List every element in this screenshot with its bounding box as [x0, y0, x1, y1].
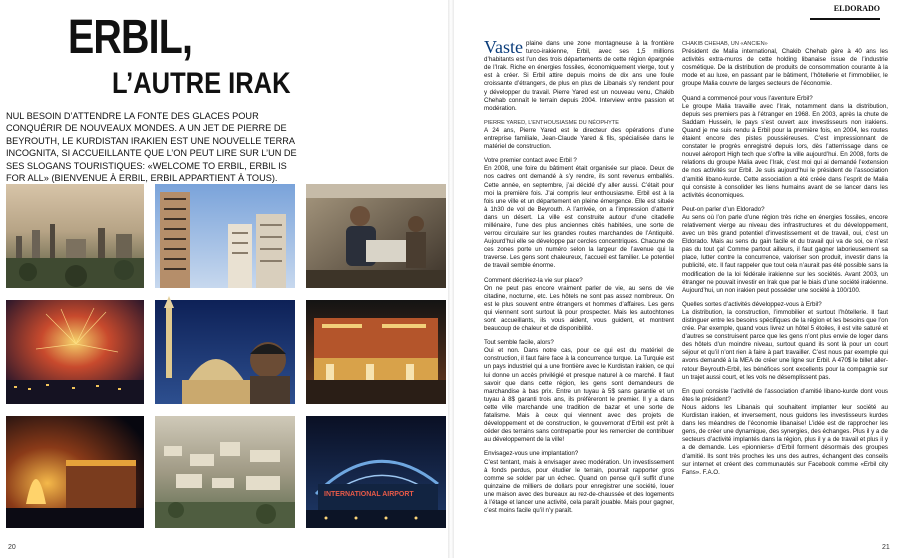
photo-grid-svg — [6, 184, 446, 542]
photo-market-worker — [306, 184, 446, 288]
photo-night-mall — [306, 300, 446, 404]
col1-question-1: Votre premier contact avec Erbil ? — [484, 157, 577, 165]
col1-paragraph-3: En 2008, une foire du bâtiment était organisée sur place. Deux de nos cadres ont demandé à s’y rendre, ils sont revenus emballés. Cette année, en septembre, j’ai décidé d’y aller aussi. C’était pour moi la première fois. J’ai compris leur enthousiasme. Erbil est à la fois une ville et un département en pleine émergence. Elle est située à 1h30 de vol de Beyrouth. A l’arrivée, on a l’impression d’atterrir dans un désert. La ville est construite autour d’une citadelle millénaire, l’une des plus anciennes cités habitées, une sorte de verrou circulaire sur les grandes routes marchandes de l’Antiquité. Aujourd’hui elle se développe par cercles concentriques. Chacune de ces zones porte un numéro selon la largeur de l’avenue qui la traverse. Les gens sont chaleureux, l’accueil est familier. Le potentiel de travail semble énorme. — [484, 165, 674, 270]
column-2 — [682, 40, 888, 483]
page-gutter — [448, 0, 454, 558]
col1-paragraph-2: A 24 ans, Pierre Yared est le directeur des opérations d’une entreprise familiale, Jean-Claude Yared & fils, spécialisée dans le matériel de construction. — [484, 126, 674, 151]
col1-question-4: Envisagez-vous une implantation? — [484, 450, 579, 458]
col2-question-1: Quand a commencé pour vous l’aventure Erbil? — [682, 94, 813, 102]
photo-night-fireworks — [6, 300, 144, 404]
col2-question-2: Peut-on parler d’un Eldorado? — [682, 205, 765, 213]
article-title-line1: ERBIL, — [68, 11, 193, 64]
col1-question-3: Tout semble facile, alors? — [484, 339, 554, 347]
page-number-right: 21 — [882, 544, 890, 551]
col1-question-2: Comment décririez-la vie sur place? — [484, 276, 583, 284]
photo-grid — [6, 184, 446, 542]
col1-paragraph-4: On ne peut pas encore vraiment parler de vie, au sens de vie citadine, nocturne, etc. Les hôtels ne sont pas assez nombreux. On est le plus souvent entre étrangers et hommes d’affaires. Les gens qui viennent sont surtout là pour prospecter. Mais les autochtones sont accueillants, ils vous aident, vous guident, et montrent beaucoup de chaleur et de disponibilité. — [484, 284, 674, 333]
col1-paragraph-1: plaine dans une zone montagneuse à la frontière turco-irakienne, Erbil, avec ses 1,5 millions d’habitants est l’un des trois départements de cette région épargnée de l’Irak. Riche en énergies fossiles, économiquement vierge, tout y est à créer. Si Erbil attire depuis moins de dix ans une foule croissante d’étrangers, de plus en plus de Libanais s’y rendent pour y développer du travail. Pierre Yared est un nouveau venu, Chakib Chehab connaît le terrain depuis 2004. Interview entre passion et modération. — [484, 40, 674, 112]
col2-question-4: En quoi consiste l’activité de l’association d’amitié libano-kurde dont vous êtes le président? — [682, 387, 888, 403]
photo-night-citadel — [6, 416, 144, 528]
svg-text:INTERNATIONAL AIRPORT: INTERNATIONAL AIRPORT — [324, 491, 414, 498]
page-number-left: 20 — [8, 544, 16, 551]
col2-paragraph-5: Nous aidons les Libanais qui souhaitent implanter leur société au Kurdistan irakien, et inversement, nous guidons les investisseurs kurdes dans les méandres de l’économie libanaise! L’idée est de rapprocher les gens, de créer une dynamique, des synergies, des échanges. Plus il y a de secteurs d’activité implantés dans la région, plus il y a de travail et plus il y a de demande. Les «pionniers» d’Erbil forment désormais des groupes d’amitié. Ils sont très proches les uns des autres, échangent des conseils sur internet et créent des communautés sur Facebook comme «Erbil city Fans». F.A.O. — [682, 403, 888, 476]
photo-city-skyline — [6, 184, 144, 288]
drop-word: Vaste — [484, 37, 523, 57]
col2-paragraph-3: Au sens où l’on parle d’une région très riche en énergies fossiles, encore relativement vierge au niveau des infrastructures et du développement, avec un très grand potentiel d’investissement et de travail, oui, c’est un Eldorado. Mais au sens du gain facile et du travail qui va de soi, ce n’est pas du tout ça! Comme partout ailleurs, il faut gagner laborieusement sa place, lutter contre la concurrence, valoriser son produit, investir dans la publicité, etc. Il faut rappeler que tout cela n’aurait pas été possible sans la modification de la loi fédérale irakienne sur les sociétés. Avant 2003, un étranger ne pouvait investir en Irak que par le biais d’une société irakienne. Aujourd’hui, un non irakien peut posséder une société à 100/100. — [682, 213, 888, 294]
photo-mosque-man — [155, 296, 295, 404]
column-1 — [484, 37, 674, 521]
section-label: ELDORADO — [810, 4, 880, 20]
photo-airport — [306, 416, 446, 528]
col1-paragraph-6: C’est tentant, mais à envisager avec modération. Un investissement à fonds perdus, pour étudier le terrain, pourrait rapporter gros comme se solder par un échec. Quand on pense qu’il suffit d’une quinzaine de milliers de dollars pour enregistrer une société, louer une maison avec des bureaux au rez-de-chaussée et des logements à l’étage et lancer une activité, cela paraît jouable. Mais pour gagner, c’est moins facile qu’il n’y paraît. — [484, 458, 674, 515]
photo-towers — [155, 184, 295, 288]
col2-question-3: Quelles sortes d’activités développez-vous à Erbil? — [682, 300, 822, 308]
article-title-line2: L’AUTRE IRAK — [112, 67, 291, 100]
article-intro: NUL BESOIN D’ATTENDRE LA FONTE DES GLACES POUR CONQUÉRIR DE NOUVEAUX MONDES. A UN JET DE PIERRE DE BEYROUTH, LE KURDISTAN IRAKIEN EST UNE NOUVELLE TERRA INCOGNITA, SI ACCUEILLANTE QUE L’ON PEUT LIRE SUR L’UN DE SES SLOGANS TOURISTIQUES: «WELCOME TO ERBIL, ERBIL IS FOR ALL» (BIENVENUE À ERBIL, ERBIL APPARTIENT À TOUS). — [6, 111, 297, 184]
col2-paragraph-4: La distribution, la construction, l’immobilier et surtout l’hôtellerie. Il faut distinguer entre les besoins spécifiques de la région et les besoins que l’on crée. Par exemple, quand vous livrez un hôtel 5 étoiles, il est vite saturé et d’autres se construisent parce que les gens n’ont plus envie de loger dans des hôtels d’un moindre niveau, surtout quand ils sont là pour un court séjour et qu’il n’ont rien à faire à part travailler. C’est nous par exemple qui avons demandé à la MEA de créer une ligne sur Erbil. A 470$ le billet aller-retour Beyrouth-Erbil, les bénéfices sont excellents pour la compagnie sur un trajet aussi court, et les vols ne désemplissent pas. — [682, 308, 888, 381]
col1-subhead: PIERRE YARED, L’ENTHOUSIASME DU NÉOPHYTE — [484, 119, 620, 126]
col2-paragraph-1: Président de Malia international, Chakib Chehab gère à 40 ans les activités extra-muros de cette holding libanaise issue de l’industrie cosmétique. De la distribution de produits de consommation courante à la mode et au luxe, en passant par le bâtiment, l’hôtellerie et l’immobilier, le groupe Malia couvre de larges secteurs de l’économie. — [682, 48, 888, 88]
col2-paragraph-2: Le groupe Malia travaille avec l’Irak, notamment dans la distribution, depuis ses premiers pas à l’étranger en 1968. En 2003, après la chute de Saddam Hussein, le pays s’est ouvert aux investisseurs non irakiens. Quand je me suis rendu à Erbil pour la première fois, en 2004, les routes étaient encore des pistes poussiéreuses. C’est impressionnant de constater le progrès enregistré depuis lors, dès l’atterrissage dans ce nouvel aéroport High tech que s’offre la ville aujourd’hui. En 2008, forts de relations du groupe Malia avec l’Irak, c’est moi qui ai demandé l’extension de nos activités sur Erbil. Je suis aujourd’hui le président de l’association d’amitié libano-kurde. Cette association a été créée dans l’esprit de Malia qui consiste à consolider les liens humains avant de se lancer dans les activités économiques. — [682, 102, 888, 199]
col2-subhead: CHAKIB CHEHAB, UN «ANCIEN» — [682, 41, 768, 47]
col1-paragraph-5: Oui et non. Dans notre cas, pour ce qui est du matériel de construction, il faut faire face à la concurrence turque. La Turquie est un pays industriel qui a une frontière avec le Kurdistan irakien, ce qui lui donne un accès privilégié et presque naturel à ce marché. Il faut savoir que dans cette région, les gens sont demandeurs de marchandise à bas prix. Entre un tuyau à 5$ sans garantie et un tuyau à 8$ garanti trois ans, ils préfèreront le premier. Il y a dans cette ville marchande une tradition de bazar et une sorte de fatalisme. Mais à ceux qui viennent avec des projets de développement et de construction, le gouvernorat d’Erbil est prêt à céder des terrains sans contrepartie pour les remercier de contribuer au développement de la ville! — [484, 347, 674, 444]
photo-aerial-city — [155, 416, 295, 528]
